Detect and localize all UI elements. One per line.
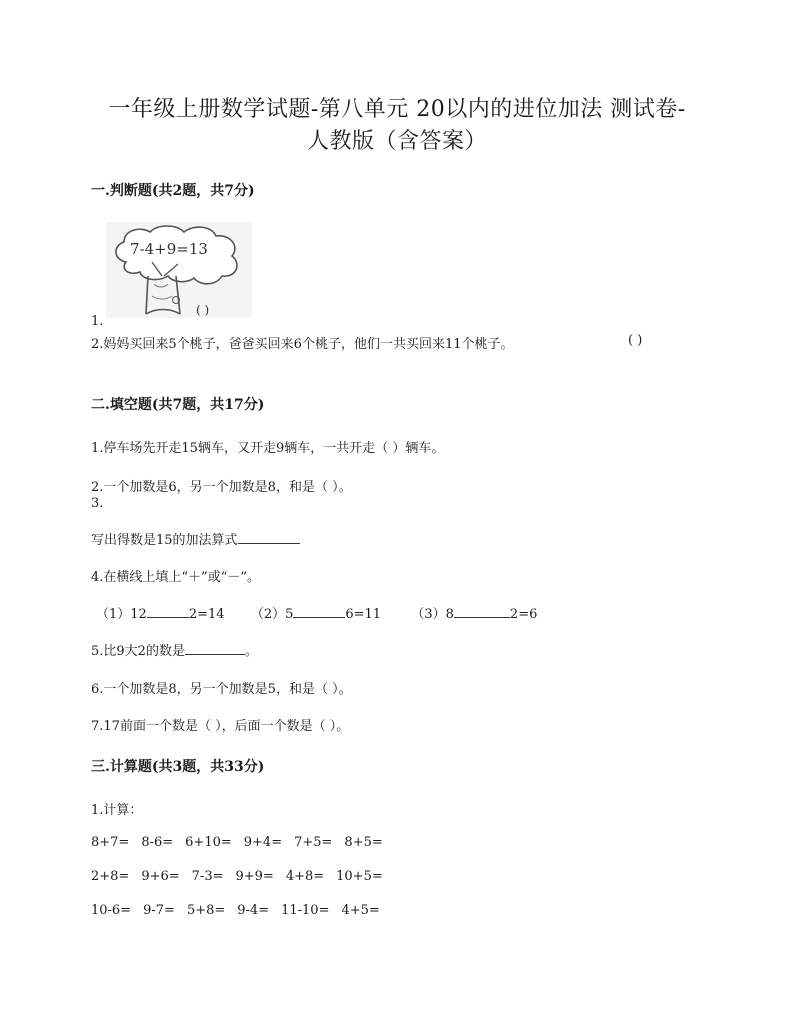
s2-q3-line	[91, 529, 300, 548]
calc-item: 9-7=	[143, 903, 175, 918]
s2-q5-line	[91, 640, 258, 659]
page-title-line1: 一年级上册数学试题-第八单元 20以内的进位加法 测试卷-	[108, 97, 686, 122]
tree-illustration	[106, 222, 252, 318]
s1-q2-answer-paren[interactable]: ( )	[628, 333, 643, 348]
calc-item: 8+5=	[344, 835, 383, 850]
tree-answer-paren: ( )	[196, 303, 210, 317]
s3-q1-text: 1.计算：	[91, 803, 143, 818]
calc-item: 7-3=	[191, 869, 224, 884]
s1-q2-text: 2.妈妈买回来5个桃子，爸爸买回来6个桃子，他们一共买回来11个桃子。	[91, 337, 514, 352]
calc-row-2	[91, 869, 395, 884]
calc-item: 2+8=	[91, 869, 130, 884]
calc-item: 9+6=	[141, 869, 180, 884]
section1-heading: 一.判断题(共2题，共7分)	[91, 183, 255, 199]
calc-row-1	[91, 835, 395, 850]
calc-item: 7+5=	[294, 835, 333, 850]
calc-item: 4+8=	[285, 869, 325, 884]
calc-item: 9-4=	[237, 903, 270, 918]
s2-q7-text: 7.17前面一个数是（ ），后面一个数是（ ）。	[91, 719, 350, 734]
s1-q1-number: 1.	[91, 314, 104, 329]
s2-q3-text: 写出得数是15的加法算式	[91, 533, 238, 548]
section3-heading: 三.计算题(共3题，共33分)	[91, 759, 265, 775]
calc-item: 8+7=	[91, 835, 130, 850]
calc-row-3	[91, 903, 392, 918]
s2-q6-text: 6.一个加数是8，另一个加数是5，和是（ ）。	[91, 682, 352, 697]
s2-q4-text: 4.在横线上填上“＋”或“－”。	[91, 570, 260, 585]
s2-q4b-post: 6=11	[345, 607, 382, 622]
s2-q2-text: 2.一个加数是6，另一个加数是8，和是（ ）。	[91, 480, 352, 495]
s2-q4b-blank[interactable]	[293, 605, 345, 618]
s2-q4c-post: 2=6	[509, 607, 538, 622]
s2-q5-answer-blank[interactable]	[185, 642, 245, 655]
s2-q4c-blank[interactable]	[454, 605, 510, 618]
s2-q4-items	[96, 603, 537, 622]
s2-q3-number: 3.	[91, 496, 104, 511]
calc-item: 10+5=	[336, 869, 383, 884]
section2-heading: 二.填空题(共7题，共17分)	[91, 397, 265, 413]
tree-equation-text: 7-4+9=13	[130, 240, 208, 258]
calc-item: 5+8=	[186, 903, 226, 918]
s2-q4c-pre: （3）8	[411, 607, 454, 622]
calc-item: 10-6=	[91, 903, 132, 918]
s2-q5-text: 5.比9大2的数是	[91, 644, 185, 659]
calc-item: 4+5=	[341, 903, 380, 918]
s2-q4a-post: 2=14	[188, 607, 225, 622]
calc-item: 8-6=	[141, 835, 174, 850]
tree-equation-image	[106, 222, 252, 318]
s2-q5-end: 。	[244, 644, 258, 659]
s2-q4b-pre: （2）5	[250, 607, 294, 622]
calc-item: 11-10=	[281, 903, 330, 918]
calc-item: 6+10=	[185, 835, 232, 850]
calc-item: 9+4=	[243, 835, 283, 850]
s2-q4a-blank[interactable]	[147, 605, 189, 618]
calc-item: 9+9=	[235, 869, 274, 884]
s2-q1-text: 1.停车场先开走15辆车，又开走9辆车，一共开走（ ）辆车。	[91, 441, 445, 456]
s2-q4a-pre: （1）12	[96, 607, 147, 622]
page-title-line2: 人教版（含答案）	[306, 129, 487, 154]
s2-q3-answer-blank[interactable]	[238, 531, 300, 544]
